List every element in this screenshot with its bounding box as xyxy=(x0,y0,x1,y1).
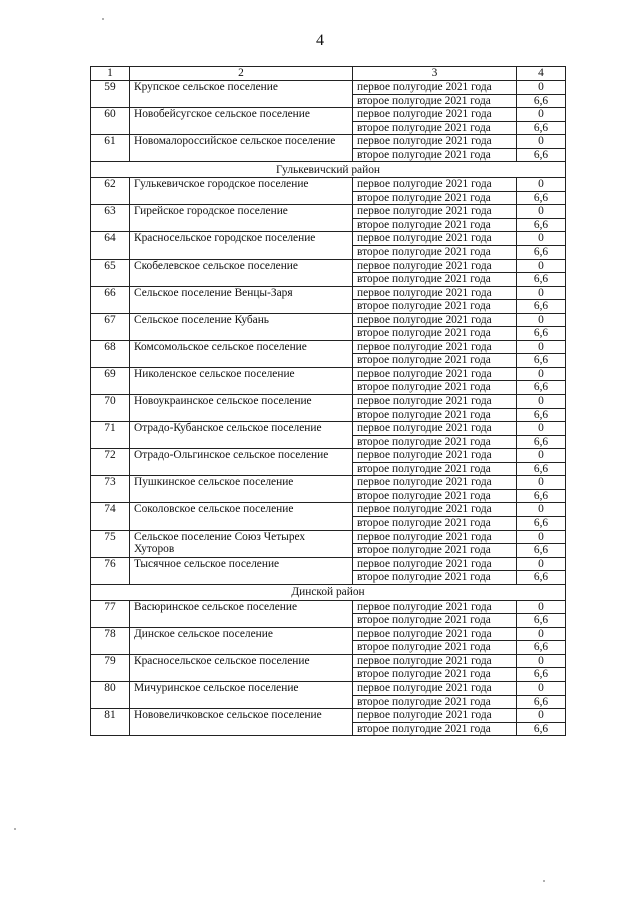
period-cell: второе полугодие 2021 года xyxy=(353,300,517,314)
period-cell: второе полугодие 2021 года xyxy=(353,246,517,260)
period-cell: первое полугодие 2021 года xyxy=(353,476,517,490)
table-row xyxy=(91,395,566,409)
row-number: 78 xyxy=(91,627,130,654)
value-cell: 0 xyxy=(517,530,566,544)
value-cell: 6,6 xyxy=(517,191,566,205)
period-cell: первое полугодие 2021 года xyxy=(353,530,517,544)
settlement-name: Комсомольское сельское поселение xyxy=(130,340,353,367)
settlement-name: Сельское поселение Кубань xyxy=(130,313,353,340)
settlement-name: Сельское поселение Венцы-Заря xyxy=(130,286,353,313)
period-cell: первое полугодие 2021 года xyxy=(353,367,517,381)
value-cell: 0 xyxy=(517,135,566,149)
table-row xyxy=(91,367,566,381)
settlement-name: Нововеличковское сельское поселение xyxy=(130,709,353,736)
settlement-name: Мичуринское сельское поселение xyxy=(130,681,353,708)
value-cell: 0 xyxy=(517,232,566,246)
value-cell: 6,6 xyxy=(517,489,566,503)
column-index-4: 4 xyxy=(517,67,566,81)
value-cell: 6,6 xyxy=(517,544,566,558)
column-index-2: 2 xyxy=(130,67,353,81)
row-number: 71 xyxy=(91,422,130,449)
row-number: 62 xyxy=(91,178,130,205)
value-cell: 6,6 xyxy=(517,94,566,108)
settlements-table xyxy=(90,66,566,736)
row-number: 69 xyxy=(91,367,130,394)
table-row xyxy=(91,259,566,273)
settlement-name: Новобейсугское сельское поселение xyxy=(130,108,353,135)
period-cell: первое полугодие 2021 года xyxy=(353,709,517,723)
period-cell: второе полугодие 2021 года xyxy=(353,381,517,395)
settlement-name: Отрадо-Ольгинское сельское поселение xyxy=(130,449,353,476)
row-number: 76 xyxy=(91,557,130,584)
value-cell: 0 xyxy=(517,557,566,571)
value-cell: 6,6 xyxy=(517,641,566,655)
value-cell: 0 xyxy=(517,395,566,409)
row-number: 77 xyxy=(91,600,130,627)
row-number: 79 xyxy=(91,654,130,681)
value-cell: 6,6 xyxy=(517,571,566,585)
value-cell: 6,6 xyxy=(517,668,566,682)
settlement-name: Новомалороссийское сельское поселение xyxy=(130,135,353,162)
settlement-name: Красносельское городское поселение xyxy=(130,232,353,259)
row-number: 75 xyxy=(91,530,130,557)
period-cell: второе полугодие 2021 года xyxy=(353,695,517,709)
row-number: 64 xyxy=(91,232,130,259)
value-cell: 0 xyxy=(517,681,566,695)
district-header-row xyxy=(91,584,566,600)
period-cell: второе полугодие 2021 года xyxy=(353,516,517,530)
row-number: 73 xyxy=(91,476,130,503)
table-row xyxy=(91,627,566,641)
column-index-3: 3 xyxy=(353,67,517,81)
value-cell: 6,6 xyxy=(517,722,566,736)
district-header-row xyxy=(91,162,566,178)
period-cell: первое полугодие 2021 года xyxy=(353,313,517,327)
table-body xyxy=(91,81,566,736)
period-cell: первое полугодие 2021 года xyxy=(353,449,517,463)
row-number: 63 xyxy=(91,205,130,232)
period-cell: первое полугодие 2021 года xyxy=(353,600,517,614)
value-cell: 0 xyxy=(517,205,566,219)
period-cell: второе полугодие 2021 года xyxy=(353,668,517,682)
value-cell: 6,6 xyxy=(517,516,566,530)
period-cell: второе полугодие 2021 года xyxy=(353,218,517,232)
period-cell: первое полугодие 2021 года xyxy=(353,395,517,409)
settlement-name: Новоукраинское сельское поселение xyxy=(130,395,353,422)
scan-speck xyxy=(102,18,104,20)
table-row xyxy=(91,178,566,192)
period-cell: второе полугодие 2021 года xyxy=(353,571,517,585)
table-row xyxy=(91,81,566,95)
value-cell: 6,6 xyxy=(517,218,566,232)
period-cell: второе полугодие 2021 года xyxy=(353,462,517,476)
table-row xyxy=(91,205,566,219)
period-cell: первое полугодие 2021 года xyxy=(353,503,517,517)
period-cell: второе полугодие 2021 года xyxy=(353,722,517,736)
value-cell: 0 xyxy=(517,259,566,273)
settlement-name: Гулькевичское городское поселение xyxy=(130,178,353,205)
table-row xyxy=(91,449,566,463)
value-cell: 0 xyxy=(517,340,566,354)
value-cell: 6,6 xyxy=(517,148,566,162)
value-cell: 0 xyxy=(517,503,566,517)
value-cell: 0 xyxy=(517,81,566,95)
row-number: 72 xyxy=(91,449,130,476)
table-row xyxy=(91,557,566,571)
table-row xyxy=(91,313,566,327)
settlement-name: Пушкинское сельское поселение xyxy=(130,476,353,503)
column-index-1: 1 xyxy=(91,67,130,81)
value-cell: 0 xyxy=(517,709,566,723)
period-cell: первое полугодие 2021 года xyxy=(353,340,517,354)
table-row xyxy=(91,681,566,695)
table-row xyxy=(91,232,566,246)
value-cell: 6,6 xyxy=(517,408,566,422)
row-number: 65 xyxy=(91,259,130,286)
table-row xyxy=(91,135,566,149)
settlement-name: Крупское сельское поселение xyxy=(130,81,353,108)
scan-speck xyxy=(543,880,545,882)
table-row xyxy=(91,108,566,122)
period-cell: первое полугодие 2021 года xyxy=(353,627,517,641)
row-number: 66 xyxy=(91,286,130,313)
period-cell: первое полугодие 2021 года xyxy=(353,422,517,436)
value-cell: 6,6 xyxy=(517,695,566,709)
settlement-name: Гирейское городское поселение xyxy=(130,205,353,232)
settlement-name: Николенское сельское поселение xyxy=(130,367,353,394)
period-cell: первое полугодие 2021 года xyxy=(353,681,517,695)
value-cell: 0 xyxy=(517,367,566,381)
settlement-name: Соколовское сельское поселение xyxy=(130,503,353,530)
value-cell: 0 xyxy=(517,108,566,122)
period-cell: второе полугодие 2021 года xyxy=(353,191,517,205)
value-cell: 0 xyxy=(517,627,566,641)
scan-speck xyxy=(14,828,16,830)
period-cell: второе полугодие 2021 года xyxy=(353,94,517,108)
column-index-row xyxy=(91,67,566,81)
district-name: Динской район xyxy=(91,584,566,600)
period-cell: второе полугодие 2021 года xyxy=(353,408,517,422)
period-cell: первое полугодие 2021 года xyxy=(353,232,517,246)
value-cell: 0 xyxy=(517,286,566,300)
settlement-name: Скобелевское сельское поселение xyxy=(130,259,353,286)
period-cell: второе полугодие 2021 года xyxy=(353,641,517,655)
value-cell: 0 xyxy=(517,476,566,490)
value-cell: 6,6 xyxy=(517,300,566,314)
period-cell: первое полугодие 2021 года xyxy=(353,108,517,122)
table-row xyxy=(91,286,566,300)
value-cell: 6,6 xyxy=(517,435,566,449)
period-cell: первое полугодие 2021 года xyxy=(353,205,517,219)
value-cell: 6,6 xyxy=(517,273,566,287)
period-cell: второе полугодие 2021 года xyxy=(353,273,517,287)
value-cell: 0 xyxy=(517,449,566,463)
value-cell: 6,6 xyxy=(517,121,566,135)
settlement-name: Васюринское сельское поселение xyxy=(130,600,353,627)
period-cell: первое полугодие 2021 года xyxy=(353,81,517,95)
period-cell: первое полугодие 2021 года xyxy=(353,557,517,571)
value-cell: 0 xyxy=(517,422,566,436)
period-cell: второе полугодие 2021 года xyxy=(353,327,517,341)
settlement-name: Тысячное сельское поселение xyxy=(130,557,353,584)
period-cell: первое полугодие 2021 года xyxy=(353,259,517,273)
period-cell: первое полугодие 2021 года xyxy=(353,135,517,149)
value-cell: 6,6 xyxy=(517,462,566,476)
value-cell: 6,6 xyxy=(517,246,566,260)
value-cell: 6,6 xyxy=(517,614,566,628)
period-cell: второе полугодие 2021 года xyxy=(353,121,517,135)
period-cell: второе полугодие 2021 года xyxy=(353,614,517,628)
settlement-name: Динское сельское поселение xyxy=(130,627,353,654)
table-row xyxy=(91,422,566,436)
period-cell: второе полугодие 2021 года xyxy=(353,435,517,449)
value-cell: 0 xyxy=(517,654,566,668)
period-cell: второе полугодие 2021 года xyxy=(353,354,517,368)
period-cell: второе полугодие 2021 года xyxy=(353,544,517,558)
table-row xyxy=(91,340,566,354)
value-cell: 6,6 xyxy=(517,327,566,341)
settlement-name: Отрадо-Кубанское сельское поселение xyxy=(130,422,353,449)
row-number: 68 xyxy=(91,340,130,367)
table-row xyxy=(91,530,566,544)
value-cell: 6,6 xyxy=(517,354,566,368)
period-cell: первое полугодие 2021 года xyxy=(353,654,517,668)
row-number: 67 xyxy=(91,313,130,340)
row-number: 74 xyxy=(91,503,130,530)
row-number: 61 xyxy=(91,135,130,162)
period-cell: второе полугодие 2021 года xyxy=(353,489,517,503)
table-row xyxy=(91,476,566,490)
row-number: 70 xyxy=(91,395,130,422)
row-number: 80 xyxy=(91,681,130,708)
value-cell: 0 xyxy=(517,178,566,192)
table-row xyxy=(91,503,566,517)
table-row xyxy=(91,709,566,723)
value-cell: 0 xyxy=(517,313,566,327)
row-number: 59 xyxy=(91,81,130,108)
value-cell: 0 xyxy=(517,600,566,614)
row-number: 60 xyxy=(91,108,130,135)
district-name: Гулькевичский район xyxy=(91,162,566,178)
period-cell: первое полугодие 2021 года xyxy=(353,286,517,300)
table-row xyxy=(91,654,566,668)
row-number: 81 xyxy=(91,709,130,736)
settlement-name: Сельское поселение Союз Четырех Хуторов xyxy=(130,530,353,557)
value-cell: 6,6 xyxy=(517,381,566,395)
settlement-name: Красносельское сельское поселение xyxy=(130,654,353,681)
period-cell: второе полугодие 2021 года xyxy=(353,148,517,162)
period-cell: первое полугодие 2021 года xyxy=(353,178,517,192)
table-row xyxy=(91,600,566,614)
page-number: 4 xyxy=(316,32,324,49)
